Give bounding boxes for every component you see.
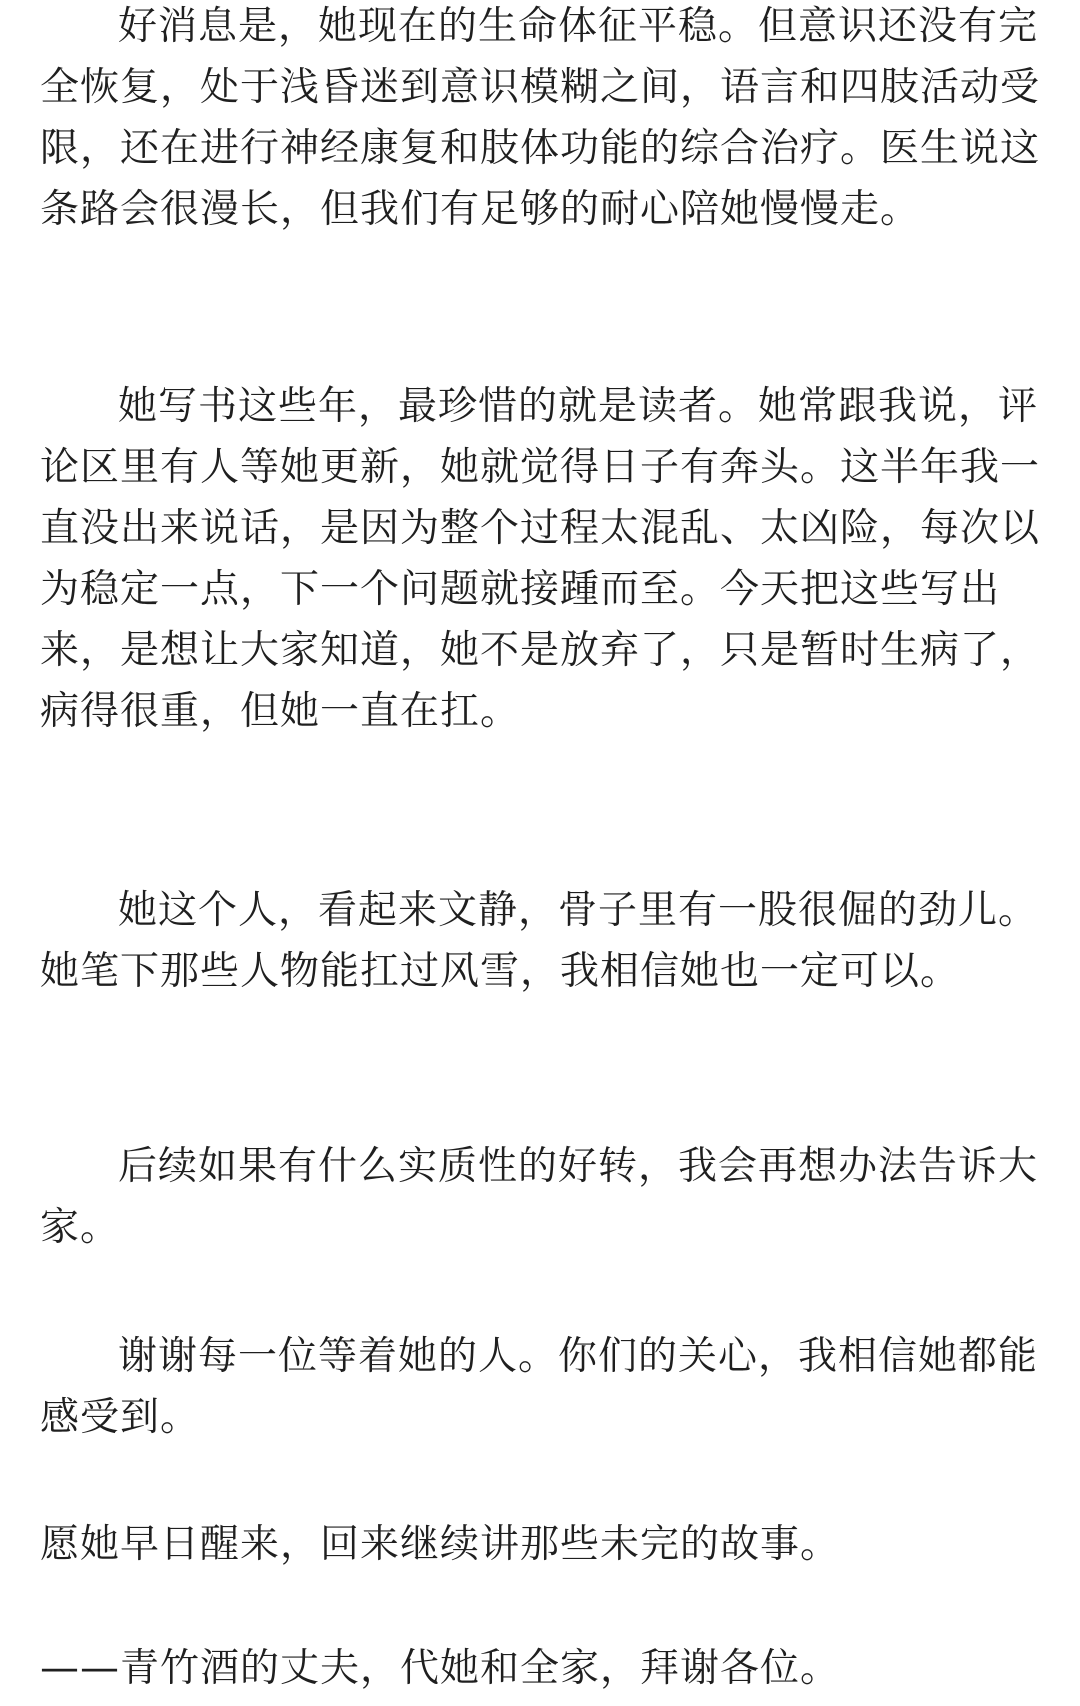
signature-line: ——青竹酒的丈夫，代她和全家，拜谢各位。 (40, 1646, 841, 1691)
paragraph-readers: 她写书这些年，最珍惜的就是读者。她常跟我说，评论区里有人等她更新，她就觉得日子有奔头。这半年我一直没出来说话，是因为整个过程太混乱、太凶险，每次以为稳定一点，下一个问题就接踵而至。今天把这些写出来，是想让大家知道，她不是放弃了，只是暂时生病了，病得很重，但她一直在扛。 (40, 384, 1041, 734)
paragraph-thanks: 谢谢每一位等着她的人。你们的关心，我相信她都能感受到。 (40, 1334, 1039, 1440)
paragraph-future-updates: 后续如果有什么实质性的好转，我会再想办法告诉大家。 (40, 1144, 1039, 1250)
paragraph-condition-update: 好消息是，她现在的生命体征平稳。但意识还没有完全恢复，处于浅昏迷到意识模糊之间，语言和四肢活动受限，还在进行神经康复和肢体功能的综合治疗。医生说这条路会很漫长，但我们有足够的耐心陪她慢慢走。 (40, 4, 1041, 232)
paragraph-wish: 愿她早日醒来，回来继续讲那些未完的故事。 (40, 1522, 841, 1567)
paragraph-character: 她这个人，看起来文静，骨子里有一股很倔的劲儿。她笔下那些人物能扛过风雪，我相信她也一定可以。 (40, 888, 1039, 994)
